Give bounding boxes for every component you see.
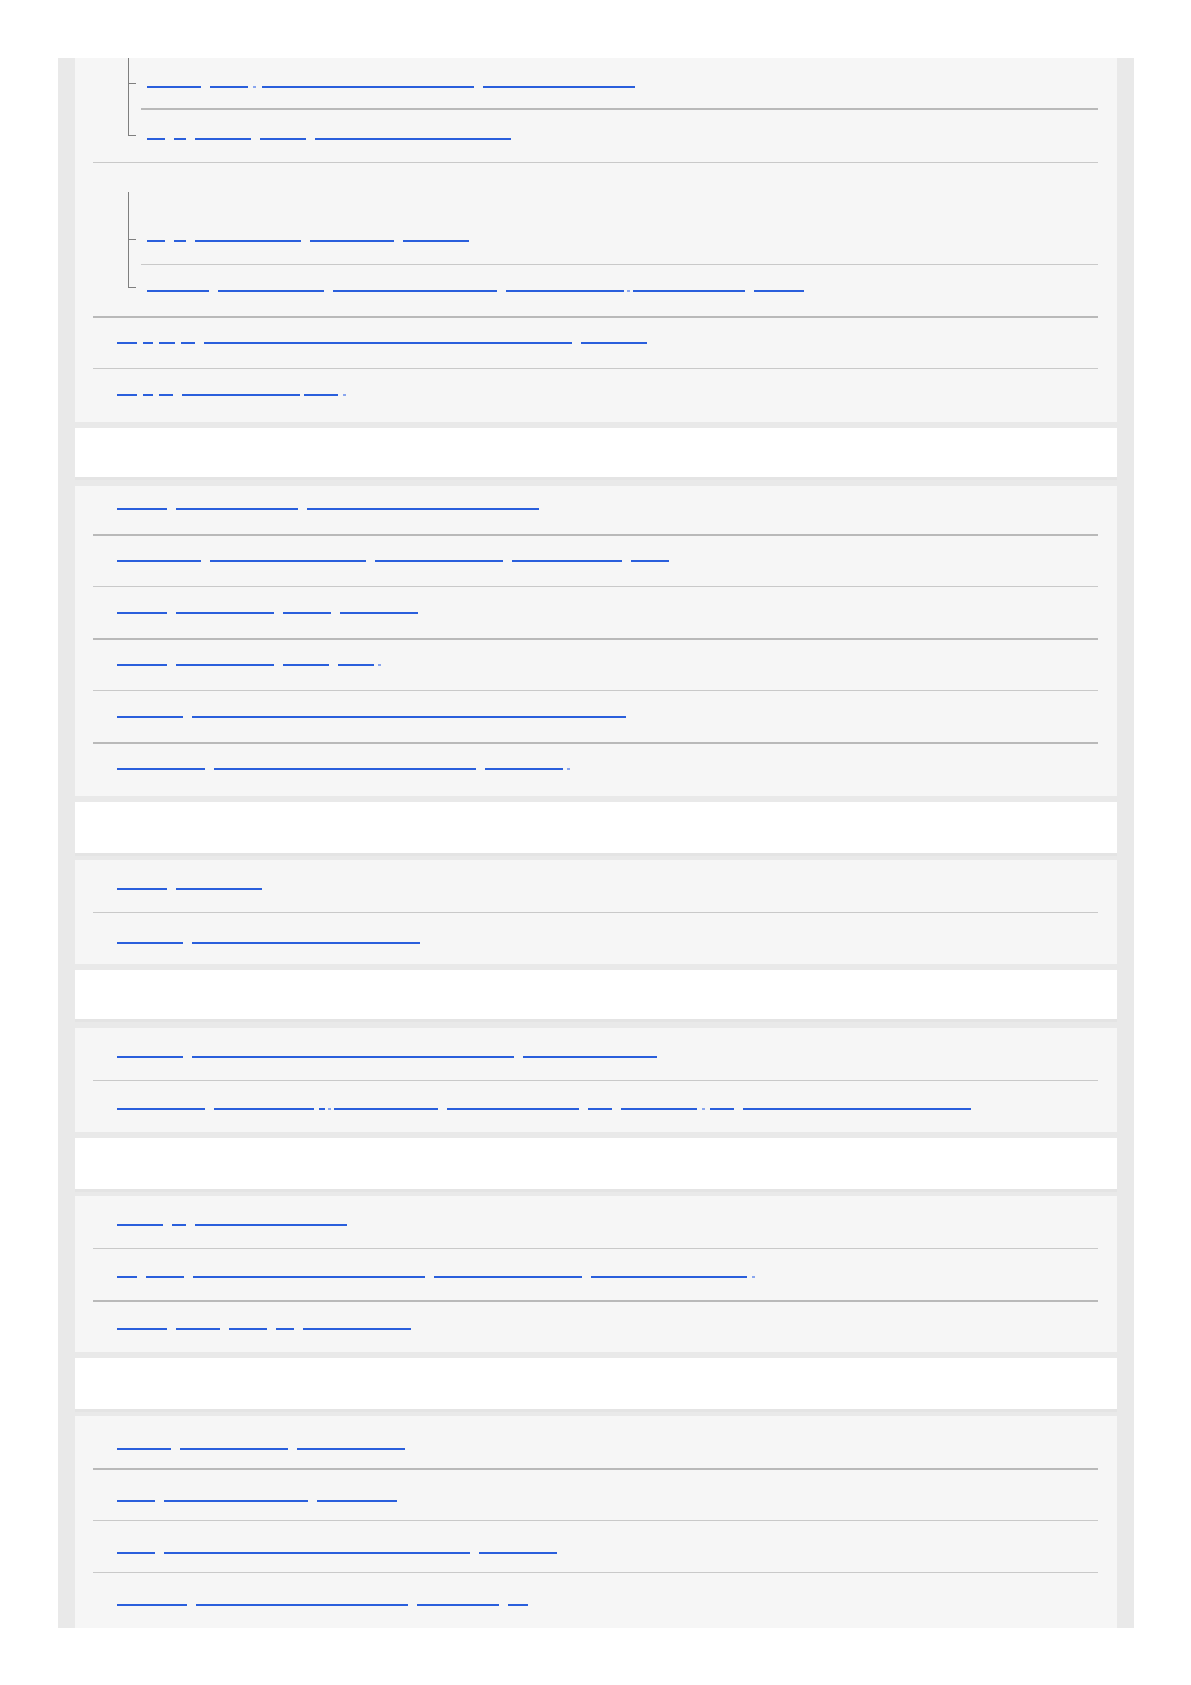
tree-branch bbox=[128, 192, 129, 288]
toc-link-s6-1[interactable] bbox=[117, 1212, 356, 1226]
toc-panel-1 bbox=[75, 58, 1117, 422]
divider bbox=[93, 912, 1098, 913]
toc-link-nested-2b[interactable] bbox=[147, 278, 813, 292]
toc-link-s5-2[interactable] bbox=[117, 1096, 980, 1110]
toc-panel-5 bbox=[75, 1196, 1117, 1352]
divider bbox=[93, 534, 1098, 536]
divider bbox=[93, 742, 1098, 744]
toc-link-s7-2[interactable] bbox=[117, 1488, 406, 1502]
tree-tick bbox=[128, 83, 136, 84]
toc-panel-4 bbox=[75, 1028, 1117, 1132]
tree-branch bbox=[128, 58, 129, 136]
divider bbox=[93, 1572, 1098, 1573]
toc-link-nested-1a[interactable] bbox=[147, 74, 644, 88]
section-header-5 bbox=[75, 1358, 1117, 1412]
divider bbox=[141, 264, 1098, 265]
divider bbox=[141, 108, 1098, 110]
divider bbox=[93, 586, 1098, 587]
divider bbox=[93, 638, 1098, 640]
toc-link-s5-1[interactable] bbox=[117, 1044, 666, 1058]
divider bbox=[93, 368, 1098, 369]
toc-link-s3-6[interactable] bbox=[117, 756, 570, 770]
section-header-2 bbox=[75, 802, 1117, 856]
section-header-4 bbox=[75, 1138, 1117, 1192]
toc-link-s7-3[interactable] bbox=[117, 1540, 566, 1554]
divider bbox=[93, 1468, 1098, 1470]
tree-tick bbox=[128, 287, 136, 288]
toc-link-item-2c[interactable] bbox=[117, 330, 656, 344]
toc-panel-3 bbox=[75, 860, 1117, 964]
divider bbox=[93, 1248, 1098, 1249]
divider bbox=[93, 1300, 1098, 1302]
toc-link-s3-1[interactable] bbox=[117, 496, 548, 510]
tree-tick bbox=[128, 239, 136, 240]
divider bbox=[93, 690, 1098, 691]
toc-link-s6-3[interactable] bbox=[117, 1316, 420, 1330]
toc-link-s4-2[interactable] bbox=[117, 930, 429, 944]
tree-tick bbox=[128, 135, 136, 136]
divider bbox=[93, 1080, 1098, 1081]
toc-link-s7-1[interactable] bbox=[117, 1436, 414, 1450]
divider bbox=[93, 1520, 1098, 1521]
divider bbox=[93, 162, 1098, 163]
toc-link-s7-4[interactable] bbox=[117, 1592, 537, 1606]
toc-link-s3-4[interactable] bbox=[117, 652, 381, 666]
toc-link-s4-1[interactable] bbox=[117, 876, 271, 890]
toc-link-item-2d[interactable] bbox=[117, 382, 346, 396]
section-header-1 bbox=[75, 428, 1117, 480]
toc-link-nested-2a[interactable] bbox=[147, 228, 478, 242]
toc-link-nested-1b[interactable] bbox=[147, 126, 520, 140]
divider bbox=[93, 316, 1098, 318]
toc-link-s3-2[interactable] bbox=[117, 548, 678, 562]
section-header-3 bbox=[75, 970, 1117, 1022]
toc-link-s6-2[interactable] bbox=[117, 1264, 755, 1278]
toc-link-s3-5[interactable] bbox=[117, 704, 635, 718]
toc-link-s3-3[interactable] bbox=[117, 600, 427, 614]
toc-panel-6 bbox=[75, 1416, 1117, 1628]
toc-panel-2 bbox=[75, 486, 1117, 796]
